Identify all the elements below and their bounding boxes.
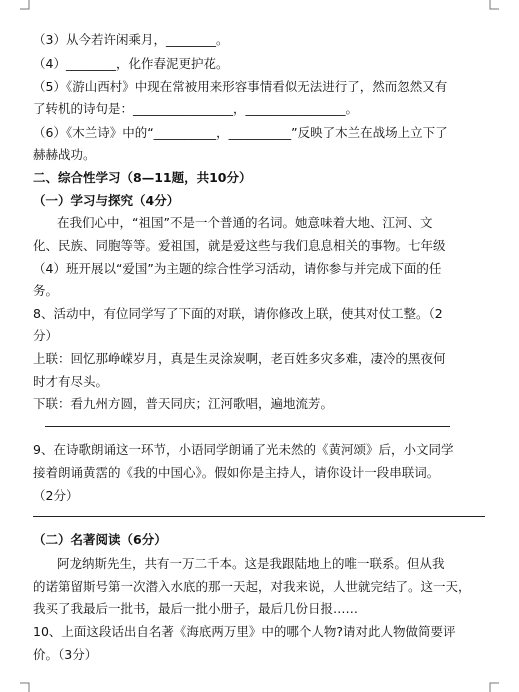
lower-couplet: 下联：看九州方圆，普天同庆；江河歌唱，遍地流芳。 — [33, 396, 334, 411]
section-heading: 二、综合性学习（8—11题，共10分） — [33, 170, 252, 185]
intro-paragraph-line4: 务。 — [33, 283, 59, 298]
crop-mark-top-right — [489, 0, 499, 10]
crop-mark-bottom-left — [20, 682, 30, 692]
novel-passage-line2: 的诺第留斯号第一次潜入水底的那一天起，对我来说，人世就完结了。这一天， — [33, 579, 471, 594]
upper-couplet-line1: 上联：回忆那峥嵘岁月，真是生灵涂炭啊，老百姓多灾多难，凄冷的黑夜何 — [33, 351, 446, 366]
question-9-line3: （2分） — [33, 488, 79, 503]
crop-mark-top-left — [20, 0, 30, 10]
poetry-question-6-line2: 赫赫战功。 — [33, 147, 96, 162]
poetry-question-3: （3）从今若许闲乘月，________。 — [33, 32, 229, 47]
intro-paragraph-line1: 在我们心中，“祖国”不是一个普通的名词。她意味着大地、江河、文 — [57, 215, 433, 230]
question-9-line2: 接着朗诵黄霑的《我的中国心》。假如你是主持人，请你设计一段串联词。 — [33, 465, 440, 480]
novel-passage-line1: 阿龙纳斯先生，共有一万二千本。这是我跟陆地上的唯一联系。但从我 — [57, 556, 445, 571]
poetry-question-5-line1: （5）《游山西村》中现在常被用来形容事情看似无法进行了，然而忽然又有 — [33, 79, 448, 94]
answer-line-q9[interactable] — [33, 516, 485, 517]
part1-heading: （一）学习与探究（4分） — [33, 193, 180, 208]
question-9-line1: 9、在诗歌朗诵这一环节，小语同学朗诵了光未然的《黄河颂》后，小文同学 — [33, 442, 454, 457]
poetry-question-6-line1: （6）《木兰诗》中的“__________，__________”反映了木兰在战场上立下了 — [33, 125, 448, 140]
question-8-line2: 分） — [33, 328, 59, 343]
question-10-line2: 价。（3分） — [33, 647, 98, 662]
question-10-line1: 10、上面这段话出自名著《海底两万里》中的哪个人物?请对此人物做简要评 — [33, 624, 456, 639]
intro-paragraph-line2: 化、民族、同胞等等。爱祖国，就是爱这些与我们息息相关的事物。七年级 — [33, 238, 446, 253]
crop-mark-bottom-right — [489, 682, 499, 692]
upper-couplet-line2: 时才有尽头。 — [33, 374, 109, 389]
question-8-line1: 8、活动中，有位同学写了下面的对联，请你修改上联，使其对仗工整。（2 — [33, 306, 443, 321]
answer-line-q8[interactable] — [45, 426, 450, 427]
part2-heading: （二）名著阅读（6分） — [33, 532, 167, 547]
intro-paragraph-line3: （4）班开展以“爱国”为主题的综合性学习活动，请你参与并完成下面的任 — [33, 261, 442, 276]
novel-passage-line3: 我买了我最后一批书，最后一批小册子，最后几份日报…… — [33, 601, 359, 616]
poetry-question-4: （4）________，化作春泥更护花。 — [33, 56, 229, 71]
poetry-question-5-line2: 了转机的诗句是：________________，________________。 — [33, 101, 359, 116]
